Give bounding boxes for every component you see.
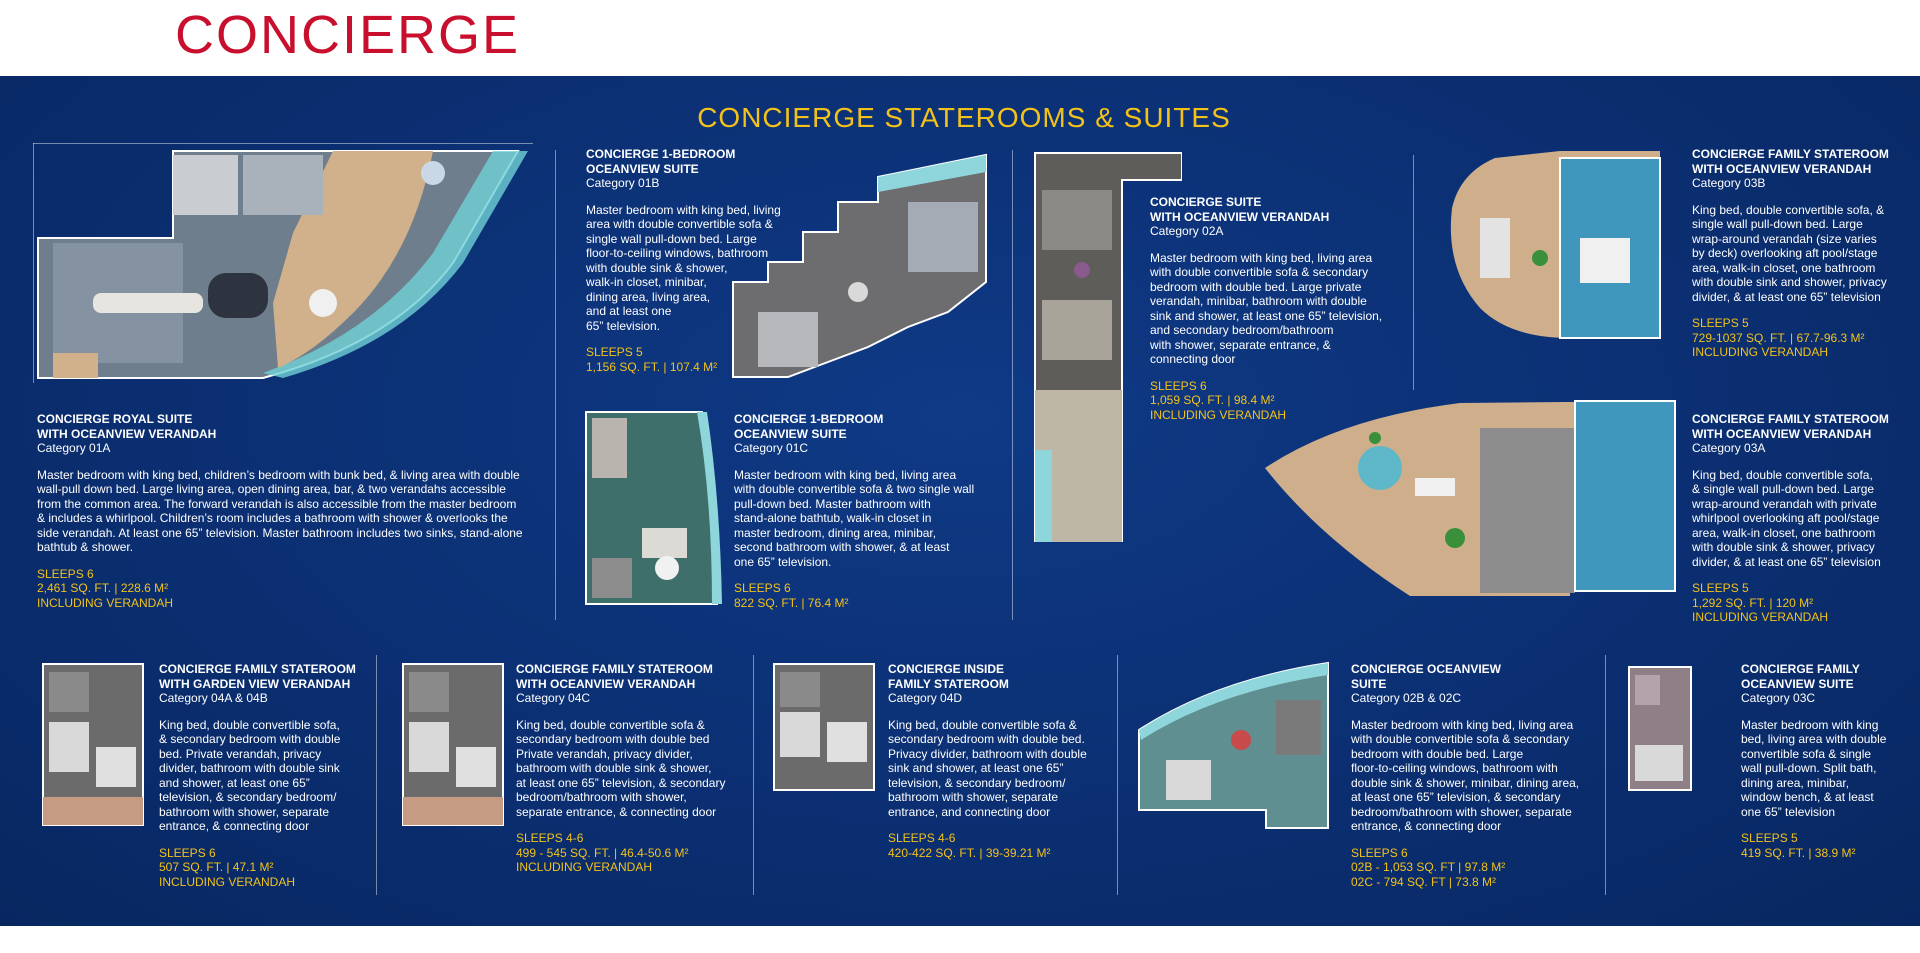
card-stats: SLEEPS 6 1,059 SQ. FT. | 98.4 M² INCLUDING VERANDAH bbox=[1150, 378, 1287, 422]
card-inside-04d bbox=[888, 662, 1113, 860]
divider bbox=[33, 143, 533, 144]
card-category: Category 04C bbox=[516, 691, 591, 705]
card-category: Category 04A & 04B bbox=[159, 691, 268, 705]
divider bbox=[753, 655, 754, 895]
divider bbox=[33, 143, 34, 383]
card-category: Category 03A bbox=[1692, 441, 1766, 455]
family-03c-floorplan bbox=[1627, 665, 1693, 792]
divider bbox=[1012, 150, 1013, 620]
card-category: Category 02A bbox=[1150, 224, 1224, 238]
card-suite-02a bbox=[1150, 195, 1410, 422]
card-category: Category 03B bbox=[1692, 176, 1766, 190]
family-03a-floorplan bbox=[1260, 398, 1680, 598]
card-title: CONCIERGE 1-BEDROOM OCEANVIEW SUITE bbox=[734, 412, 884, 441]
card-stats: SLEEPS 6 507 SQ. FT. | 47.1 M² INCLUDING VERANDAH bbox=[159, 845, 296, 889]
card-description: Master bedroom with king bed, children’s bedroom with bunk bed, & living area with double wall-pull down bed. Large living area, open dining area, bar, & two verandahs accessible from the common area. The forward verandah is also accessible from the master bedroom & includes a whirlpool. Children’s room includes a bathroom with shower & overlooks the side verandah. At least one 65” television. Master bathroom includes two sinks, stand-alone bathtub & shower. bbox=[37, 467, 523, 554]
card-family-03a bbox=[1692, 412, 1912, 625]
card-description: King bed, double convertible sofa, & secondary bedroom with double bed. Private verandah, privacy divider, bathroom with double sink and shower, at least one 65” television, & secondary bedroom/ bathroom with shower, separate entrance, & connecting door bbox=[159, 717, 341, 833]
card-title: CONCIERGE FAMILY STATEROOM WITH OCEANVIEW VERANDAH bbox=[1692, 412, 1889, 441]
family-04c-floorplan bbox=[401, 662, 505, 827]
card-category: Category 02B & 02C bbox=[1351, 691, 1462, 705]
page-title: CONCIERGE STATEROOMS & SUITES bbox=[697, 102, 1231, 133]
card-category: Category 01A bbox=[37, 441, 111, 455]
card-family-03c bbox=[1741, 662, 1913, 860]
card-description: Master bedroom with king bed, living area with double convertible sofa & single wall pull-down bed. Large floor-to-ceiling windows, bathroom with double sink & shower, walk-in closet, minibar, dining area, living area, and at least one 65” television. bbox=[586, 202, 781, 333]
card-category: Category 01B bbox=[586, 176, 660, 190]
card-title: CONCIERGE SUITE WITH OCEANVIEW VERANDAH bbox=[1150, 195, 1330, 224]
card-description: Master bedroom with king bed, living area with double convertible sofa & secondary bedroom with double bed. Large private verandah, minibar, bathroom with double sink and shower, at least one 65” television, and secondary bedroom/bathroom with shower, separate entrance, & connecting door bbox=[1150, 250, 1383, 366]
divider bbox=[376, 655, 377, 895]
card-title: CONCIERGE FAMILY STATEROOM WITH GARDEN VIEW VERANDAH bbox=[159, 662, 356, 691]
oceanview-02b-floorplan bbox=[1136, 660, 1332, 830]
card-description: King bed, double convertible sofa, & single wall pull-down bed. Large wrap-around verandah with private whirlpool overlooking aft pool/stage area, walk-in closet, one bathroom with double sink & shower, privacy divider, & at least one 65” television bbox=[1692, 467, 1881, 569]
card-title: CONCIERGE FAMILY OCEANVIEW SUITE bbox=[1741, 662, 1860, 691]
card-family-04ab bbox=[159, 662, 374, 889]
brand-logo: CONCIERGE bbox=[175, 5, 521, 65]
card-description: Master bedroom with king bed, living area with double convertible sofa & single wall pull-down. Split bath, dining area, minibar, window bench, & at least one 65” television bbox=[1741, 717, 1887, 819]
card-title: CONCIERGE INSIDE FAMILY STATEROOM bbox=[888, 662, 1009, 691]
card-category: Category 03C bbox=[1741, 691, 1816, 705]
footer-strip bbox=[0, 926, 1920, 953]
card-family-03b bbox=[1692, 147, 1912, 360]
card-title: CONCIERGE FAMILY STATEROOM WITH OCEANVIEW VERANDAH bbox=[516, 662, 713, 691]
card-stats: SLEEPS 4-6 420-422 SQ. FT. | 39-39.21 M² bbox=[888, 831, 1051, 860]
card-stats: SLEEPS 4-6 499 - 545 SQ. FT. | 46.4-50.6 M² INCLUDING VERANDAH bbox=[516, 831, 689, 874]
card-title: CONCIERGE 1-BEDROOM OCEANVIEW SUITE bbox=[586, 147, 736, 176]
card-description: Master bedroom with king bed, living area with double convertible sofa & two single wall pull-down bed. Master bathroom with stand-alone bathtub, walk-in closet in master bedroom, dining area, minibar, second bathroom with shower, & at least one 65” television. bbox=[734, 467, 975, 569]
card-stats: SLEEPS 5 1,156 SQ. FT. | 107.4 M² bbox=[586, 345, 718, 374]
family-04ab-floorplan bbox=[41, 662, 145, 827]
card-title: CONCIERGE ROYAL SUITE WITH OCEANVIEW VERANDAH bbox=[37, 412, 217, 441]
card-stats: SLEEPS 6 2,461 SQ. FT. | 228.6 M² INCLUDING VERANDAH bbox=[37, 566, 174, 610]
card-description: King bed, double convertible sofa & secondary bedroom with double bed Private verandah, privacy divider, bathroom with double sink & shower, at least one 65” television, & secondary bedroom/bathroom with shower, separate entrance, & connecting door bbox=[516, 717, 726, 819]
card-description: King bed, double convertible sofa, & single wall pull-down bed. Large wrap-around verandah (size varies by deck) overlooking aft pool/stage area, walk-in closet, one bathroom with double sink and shower, privacy divider, & at least one 65” television bbox=[1692, 202, 1887, 304]
header-bar bbox=[0, 0, 1920, 76]
divider bbox=[555, 150, 556, 620]
card-stats: SLEEPS 5 729-1037 SQ. FT. | 67.7-96.3 M² INCLUDING VERANDAH bbox=[1692, 316, 1865, 359]
royal-suite-floorplan bbox=[33, 143, 543, 383]
card-stats: SLEEPS 6 02B - 1,053 SQ. FT | 97.8 M² 02C - 794 SQ. FT | 73.8 M² bbox=[1351, 845, 1506, 889]
card-category: Category 04D bbox=[888, 691, 963, 705]
inside-04d-floorplan bbox=[772, 662, 876, 792]
family-03b-floorplan bbox=[1440, 148, 1670, 346]
card-oceanview-02b bbox=[1351, 662, 1601, 889]
card-description: King bed, double convertible sofa & secondary bedroom with double bed. Privacy divider, bathroom with double sink and shower, at least one 65” television, & secondary bedroom/ bathroom with shower, separate entrance, and connecting door bbox=[888, 717, 1087, 819]
card-category: Category 01C bbox=[734, 441, 809, 455]
card-stats: SLEEPS 6 822 SQ. FT. | 76.4 M² bbox=[734, 581, 849, 610]
card-description: Master bedroom with king bed, living area with double convertible sofa & secondary bedroom with double bed. Large floor-to-ceiling windows, bathroom with double sink & shower, minibar, dining area, at least one 65” television, & secondary bedroom/bathroom with shower, separate entrance, & connecting door bbox=[1351, 717, 1580, 833]
card-title: CONCIERGE OCEANVIEW SUITE bbox=[1351, 662, 1502, 691]
card-family-04c bbox=[516, 662, 751, 875]
card-suite-01c bbox=[734, 412, 1004, 610]
card-stats: SLEEPS 5 419 SQ. FT. | 38.9 M² bbox=[1741, 831, 1856, 860]
card-royal-suite bbox=[37, 412, 547, 610]
suite-01c-floorplan bbox=[582, 408, 722, 608]
divider bbox=[1413, 155, 1414, 390]
divider bbox=[1605, 655, 1606, 895]
card-suite-01b bbox=[586, 147, 801, 374]
card-title: CONCIERGE FAMILY STATEROOM WITH OCEANVIEW VERANDAH bbox=[1692, 147, 1889, 176]
divider bbox=[1117, 655, 1118, 895]
card-stats: SLEEPS 5 1,292 SQ. FT. | 120 M² INCLUDING VERANDAH bbox=[1692, 581, 1829, 624]
